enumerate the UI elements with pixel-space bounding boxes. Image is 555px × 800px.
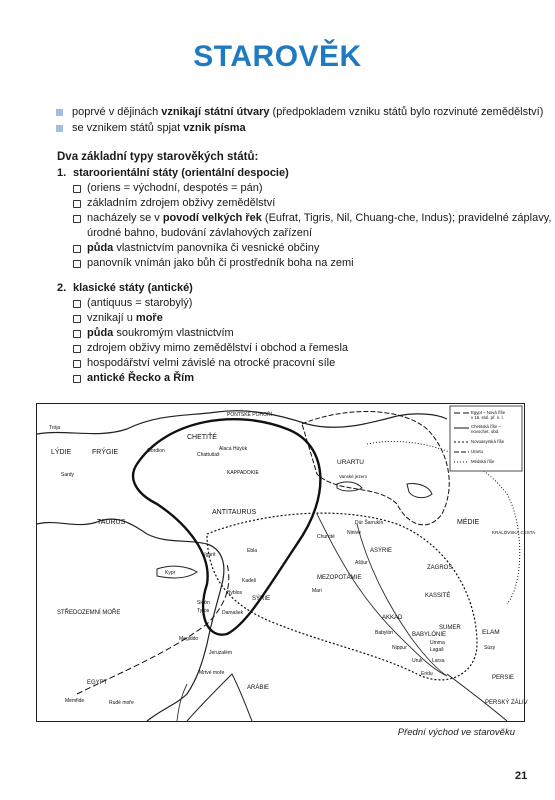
svg-text:Kadeš: Kadeš <box>242 578 257 584</box>
svg-text:Médská říše: Médská říše <box>471 459 495 464</box>
svg-text:Mari: Mari <box>312 588 322 594</box>
svg-text:Vanské jezero: Vanské jezero <box>339 474 368 479</box>
list-item: nacházely se v povodí velkých řek (Eufrat, Tigris, Nil, Chuang-che, Indus); pravidelné záplavy, <box>57 211 551 226</box>
svg-text:Kypr: Kypr <box>165 570 176 576</box>
svg-text:Ugarit: Ugarit <box>202 552 216 558</box>
svg-text:Dúr Šarrukín: Dúr Šarrukín <box>355 520 384 526</box>
list-item: (antiquus = starobylý) <box>57 296 348 311</box>
svg-text:Nippur: Nippur <box>392 645 407 651</box>
checkbox-square-icon <box>73 375 81 383</box>
svg-text:Rudé moře: Rudé moře <box>109 700 134 706</box>
list-item-continuation: úrodné bahno, budování závlahových zařízení <box>87 227 313 239</box>
checkbox-square-icon <box>73 245 81 253</box>
checkbox-square-icon <box>73 300 81 308</box>
svg-text:TAURUS: TAURUS <box>97 519 126 526</box>
svg-text:Larsa: Larsa <box>432 658 445 664</box>
svg-text:Mrtvé moře: Mrtvé moře <box>199 670 225 676</box>
page-title: STAROVĚK <box>193 40 362 73</box>
ancient-near-east-map <box>37 404 536 721</box>
list-item: základním zdrojem obživy zemědělství <box>57 196 551 211</box>
svg-text:KASSITÉ: KASSITÉ <box>425 593 451 599</box>
list-item: antické Řecko a Řím <box>57 371 348 386</box>
list-item: hospodářství velmi závislé na otrocké pracovní síle <box>57 356 348 371</box>
checkbox-square-icon <box>73 260 81 268</box>
checkbox-square-icon <box>73 330 81 338</box>
list-item: vznikají u moře <box>57 311 348 326</box>
intro-bullet <box>56 104 543 120</box>
svg-text:BABYLÓNIE: BABYLÓNIE <box>412 632 447 638</box>
svg-text:Memfide: Memfide <box>65 698 85 704</box>
svg-text:Ebla: Ebla <box>247 548 258 554</box>
svg-text:Eridu: Eridu <box>421 671 433 677</box>
list-item: půda soukromým vlastnictvím <box>57 326 348 341</box>
svg-text:PONTSKÉ POHOŘÍ: PONTSKÉ POHOŘÍ <box>227 412 273 418</box>
svg-text:STŘEDOZEMNÍ MOŘE: STŘEDOZEMNÍ MOŘE <box>57 610 121 616</box>
svg-text:Megiddo: Megiddo <box>179 636 199 642</box>
svg-text:MÉDIE: MÉDIE <box>457 519 480 526</box>
svg-text:ARÁBIE: ARÁBIE <box>247 685 270 691</box>
checkbox-square-icon <box>73 200 81 208</box>
map-figure <box>36 403 536 722</box>
svg-text:PERSIE: PERSIE <box>492 675 515 681</box>
svg-text:Gordion: Gordion <box>147 448 165 454</box>
svg-text:novochet. obd.: novochet. obd. <box>471 429 500 434</box>
svg-text:LÝDIE: LÝDIE <box>51 449 72 456</box>
svg-text:URARTU: URARTU <box>337 459 364 466</box>
svg-text:Uruk: Uruk <box>412 658 423 664</box>
svg-text:KRÁLOVSKÁ CESTA: KRÁLOVSKÁ CESTA <box>492 530 536 535</box>
svg-text:Churrité: Churrité <box>317 534 335 540</box>
list-item: (oriens = východní, despotés = pán) <box>57 181 551 196</box>
svg-text:PERSKÝ ZÁLIV: PERSKÝ ZÁLIV <box>485 700 528 706</box>
svg-text:Novoasyrská říše: Novoasyrská říše <box>471 439 505 444</box>
bullet-square-icon <box>56 125 63 132</box>
svg-text:Lagaš: Lagaš <box>430 647 444 653</box>
page-number: 21 <box>515 770 528 782</box>
checkbox-square-icon <box>73 315 81 323</box>
type1-list <box>57 166 551 271</box>
checkbox-square-icon <box>73 345 81 353</box>
svg-text:Alaca Hüyük: Alaca Hüyük <box>219 446 248 452</box>
svg-text:Umma: Umma <box>430 640 445 646</box>
intro-text: se vznikem států spjat vznik písma <box>72 122 246 134</box>
svg-text:ELAM: ELAM <box>482 629 500 636</box>
svg-text:ASÝRIE: ASÝRIE <box>370 548 393 554</box>
svg-text:v 15. stol. př. n. l.: v 15. stol. př. n. l. <box>471 415 504 420</box>
svg-text:Chetitská říše –: Chetitská říše – <box>471 424 501 429</box>
list-item: zdrojem obživy mimo zemědělství i obchod a řemesla <box>57 341 348 356</box>
svg-text:Babylón: Babylón <box>375 630 394 636</box>
bullet-square-icon <box>56 109 63 116</box>
checkbox-square-icon <box>73 360 81 368</box>
svg-text:Sardy: Sardy <box>61 472 75 478</box>
svg-text:Ninive: Ninive <box>347 530 361 536</box>
svg-text:Byblos: Byblos <box>227 590 243 596</box>
svg-text:Egypt – Nová říše: Egypt – Nová říše <box>471 410 506 415</box>
svg-text:FRÝGIE: FRÝGIE <box>92 449 119 456</box>
list-item: půda vlastnictvím panovníka či vesnické občiny <box>57 241 551 256</box>
svg-text:Súsy: Súsy <box>484 645 496 651</box>
svg-text:Trója: Trója <box>49 425 61 431</box>
svg-text:SÝRIE: SÝRIE <box>252 596 271 602</box>
type2-heading: 2. klasické státy (antické) <box>57 282 193 294</box>
svg-text:Damašek: Damašek <box>222 610 244 616</box>
svg-text:Urartu: Urartu <box>471 449 483 454</box>
svg-text:Chattušaš: Chattušaš <box>197 452 220 458</box>
svg-text:CHETIŤÉ: CHETIŤÉ <box>187 434 217 441</box>
svg-text:AKKAD: AKKAD <box>382 615 403 621</box>
svg-text:Aššur: Aššur <box>355 560 368 566</box>
intro-bullet <box>56 120 543 136</box>
checkbox-square-icon <box>73 185 81 193</box>
svg-text:ANTITAURUS: ANTITAURUS <box>212 509 257 516</box>
svg-text:Tyros: Tyros <box>197 608 210 614</box>
svg-text:ZAGROS: ZAGROS <box>427 565 453 571</box>
intro-text: poprvé v dějinách vznikají státní útvary (předpokladem vzniku států bylo rozvinuté zemědělství) <box>72 106 544 118</box>
checkbox-square-icon <box>73 215 81 223</box>
svg-text:Sidón: Sidón <box>197 600 210 606</box>
type2-list <box>57 281 348 386</box>
svg-text:KAPPADOKIE: KAPPADOKIE <box>227 470 259 476</box>
types-heading: Dva základní typy starověkých států: <box>57 151 259 163</box>
type1-heading: 1. staroorientální státy (orientální despocie) <box>57 167 289 179</box>
svg-text:EGYPT: EGYPT <box>87 680 108 686</box>
svg-text:SUMER: SUMER <box>439 625 461 631</box>
list-item: panovník vnímán jako bůh či prostředník boha na zemi <box>57 256 551 271</box>
svg-text:Jeruzalém: Jeruzalém <box>209 650 233 656</box>
intro-bullets <box>56 104 543 136</box>
svg-text:MEZOPOTÁMIE: MEZOPOTÁMIE <box>317 575 362 581</box>
map-caption: Přední východ ve starověku <box>397 727 515 738</box>
